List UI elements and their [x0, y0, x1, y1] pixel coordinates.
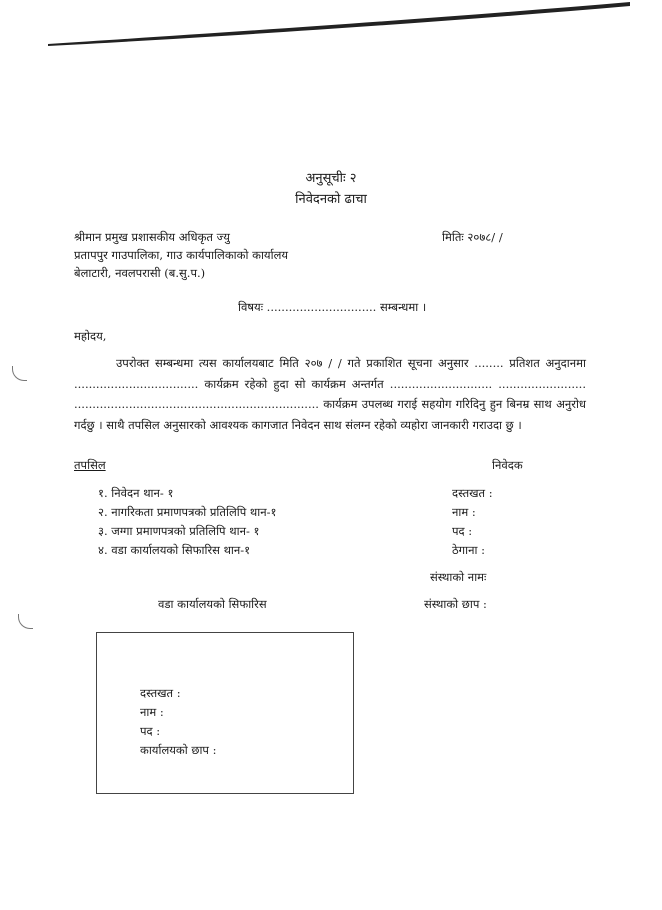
- punch-mark-top: [12, 366, 27, 381]
- attachment-item: ४. वडा कार्यालयको सिफारिस थान-१: [98, 543, 251, 557]
- organization-name: संस्थाको नामः: [430, 570, 487, 584]
- applicant-name: नाम :: [452, 505, 476, 519]
- subject-line: विषयः .............................. सम्बन्धमा ।: [238, 300, 427, 314]
- attachments-heading: तपसिल: [74, 458, 106, 472]
- applicant-post: पद :: [452, 524, 473, 538]
- date-field: मितिः २०७८/ /: [442, 230, 503, 244]
- schedule-label: अनुसूचीः २: [305, 171, 357, 186]
- ward-recommendation-box: [96, 632, 354, 794]
- scan-edge-line: [0, 0, 662, 60]
- attachment-item: २. नागरिकता प्रमाणपत्रको प्रतिलिपि थान-१: [98, 505, 277, 519]
- body-paragraph: उपरोक्त सम्बन्धमा त्यस कार्यालयबाट मिति २०७ / / गते प्रकाशित सूचना अनुसार ........ प्रतिशत अनुदानमा .................................. कार्यक्रम रहेको हुदा सो कार्यक्रम अन्तर्गत ............................ ........................ ................................................................... कार्यक्रम उपलब्ध गराई सहयोग गरिदिनु हुन बिनम्र साथ अनुरोध गर्दछु । साथै तपसिल अनुसारको आवश्यक कागजात निवेदन साथ संलग्न रहेको व्यहोरा जानकारी गराउदा छु ।: [74, 356, 586, 432]
- applicant-heading: निवेदक: [492, 458, 523, 472]
- applicant-address: ठेगाना :: [452, 543, 486, 557]
- ward-signature: दस्तखत :: [140, 686, 181, 700]
- document-title: निवेदनको ढाचा: [295, 192, 367, 207]
- applicant-signature: दस्तखत :: [452, 486, 493, 500]
- ward-stamp: कार्यालयको छाप :: [140, 743, 217, 757]
- punch-mark-bottom: [18, 614, 33, 629]
- addressee-line-3: बेलाटारी, नवलपरासी (ब.सु.प.): [74, 266, 206, 280]
- organization-stamp: संस्थाको छाप :: [424, 597, 487, 611]
- addressee-line-1: श्रीमान प्रमुख प्रशासकीय अधिकृत ज्यु: [74, 230, 230, 244]
- attachment-item: ३. जग्गा प्रमाणपत्रको प्रतिलिपि थान- १: [98, 524, 260, 538]
- ward-name: नाम :: [140, 705, 164, 719]
- ward-recommendation-heading: वडा कार्यालयको सिफारिस: [158, 597, 267, 611]
- addressee-line-2: प्रतापपुर गाउपालिका, गाउ कार्यपालिकाको कार्यालय: [74, 248, 289, 262]
- salutation: महोदय,: [74, 329, 107, 343]
- ward-post: पद :: [140, 724, 161, 738]
- attachment-item: १. निवेदन थान- १: [98, 486, 174, 500]
